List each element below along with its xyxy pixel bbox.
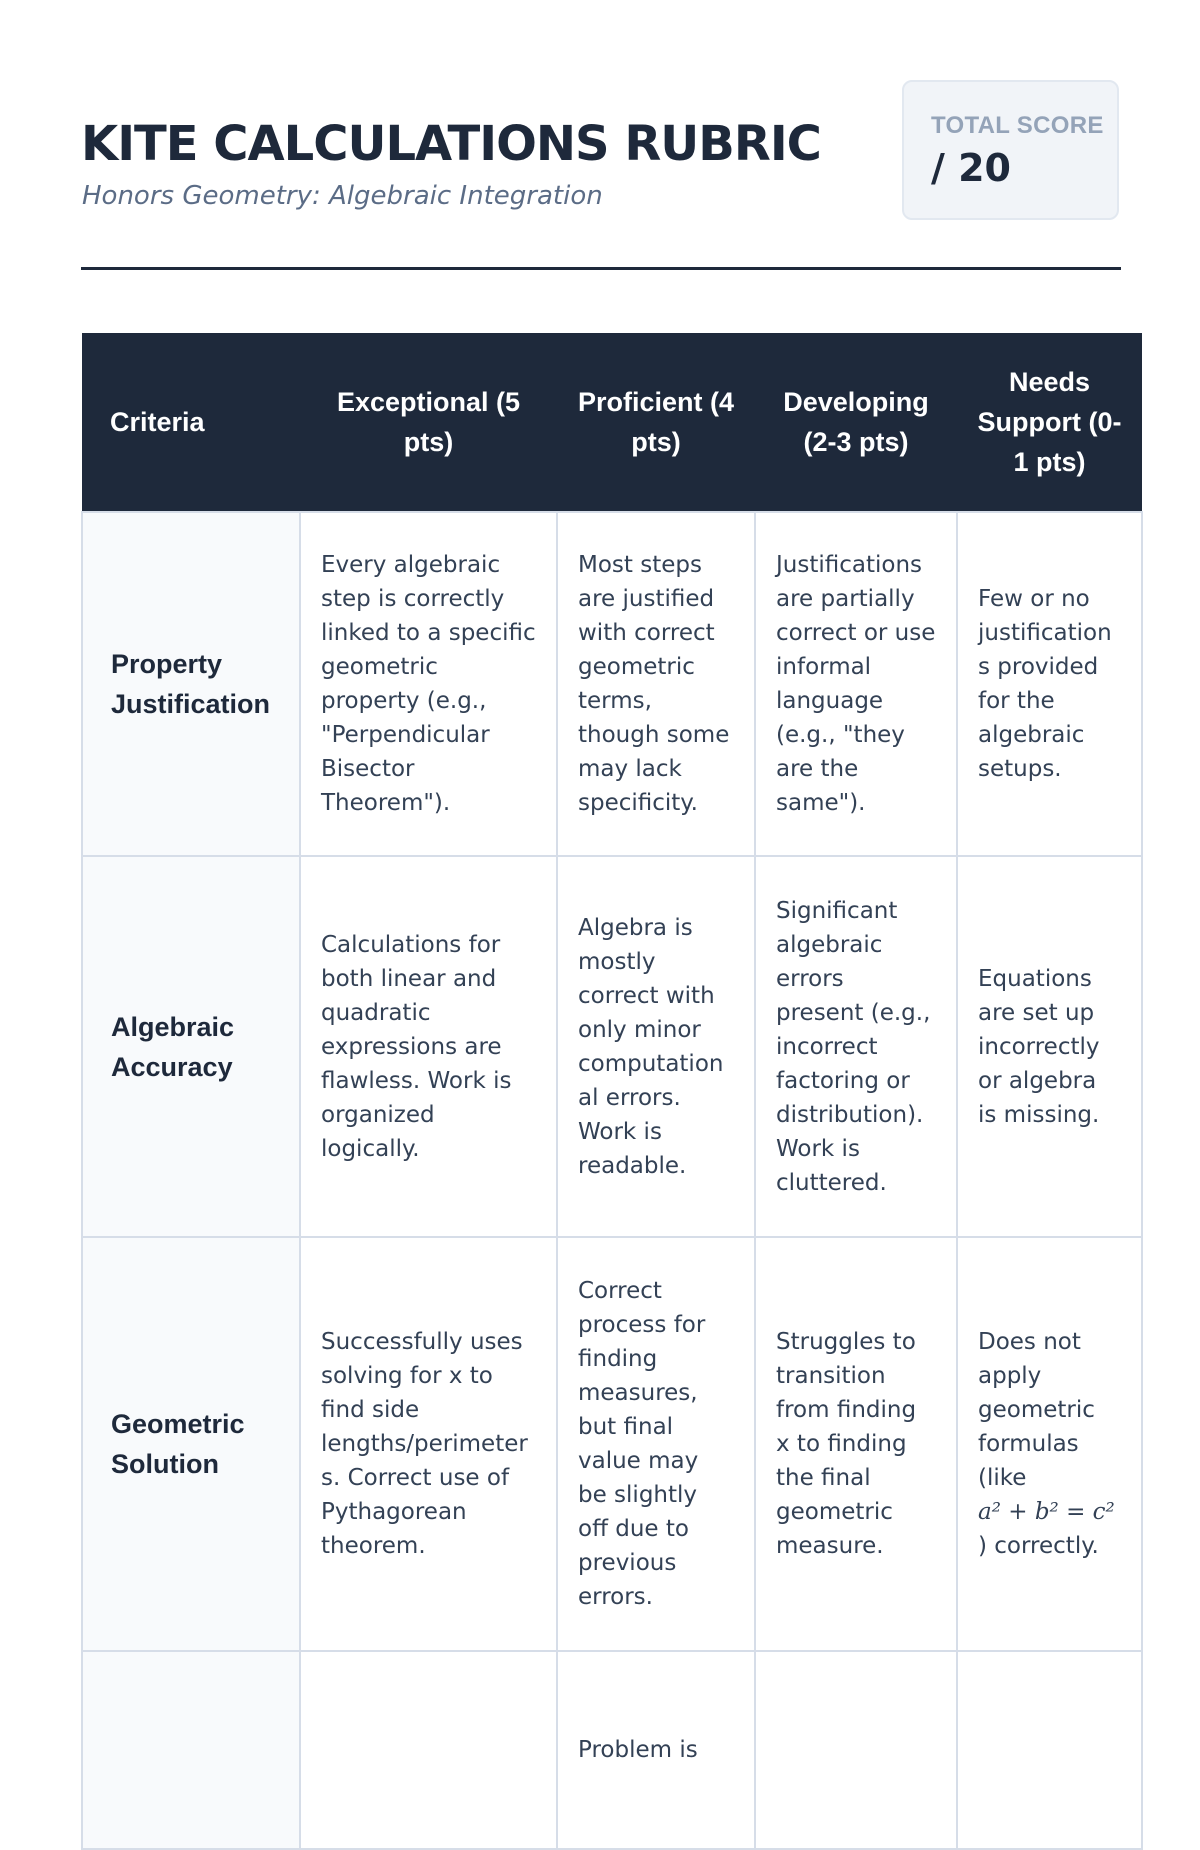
- total-score-label: TOTAL SCORE: [931, 112, 1104, 139]
- pythagorean-formula-text: a² + b² = c²: [978, 1499, 1115, 1525]
- needs-support-cell: Few or no justifications provided for the algebraic setups.: [957, 512, 1142, 856]
- column-header-developing: Developing (2-3 pts): [755, 333, 957, 512]
- needs-support-cell: [957, 1651, 1142, 1849]
- column-header-criteria: Criteria: [82, 333, 300, 512]
- exceptional-cell: [300, 1651, 557, 1849]
- table-row: [82, 856, 1142, 1237]
- rubric-table: [81, 333, 1143, 1850]
- total-score-box: [902, 80, 1119, 220]
- developing-cell: Struggles to transition from finding x to finding the final geometric measure.: [755, 1237, 957, 1651]
- exceptional-cell: Calculations for both linear and quadratic expressions are flawless. Work is organized logically.: [300, 856, 557, 1237]
- needs-support-cell: Equations are set up incorrectly or algebra is missing.: [957, 856, 1142, 1237]
- table-row: [82, 1651, 1142, 1849]
- criteria-cell: Property Justification: [82, 512, 300, 856]
- column-header-needs-support: Needs Support (0-1 pts): [957, 333, 1142, 512]
- table-row: [82, 1237, 1142, 1651]
- exceptional-cell: Successfully uses solving for x to find side lengths/perimeters. Correct use of Pythagorean theorem.: [300, 1237, 557, 1651]
- column-header-exceptional: Exceptional (5 pts): [300, 333, 557, 512]
- needs-support-text-after: ) correctly.: [978, 1533, 1099, 1559]
- pythagorean-formula: [978, 1499, 1115, 1525]
- criteria-cell: Algebraic Accuracy: [82, 856, 300, 1237]
- criteria-cell: [82, 1651, 300, 1849]
- criteria-cell: Geometric Solution: [82, 1237, 300, 1651]
- proficient-cell: Problem is: [557, 1651, 755, 1849]
- total-score-value: / 20: [931, 146, 1011, 190]
- exceptional-cell: Every algebraic step is correctly linked to a specific geometric property (e.g., "Perpendicular Bisector Theorem").: [300, 512, 557, 856]
- table-header-row: [82, 333, 1142, 512]
- proficient-cell: Algebra is mostly correct with only minor computational errors. Work is readable.: [557, 856, 755, 1237]
- developing-cell: Justifications are partially correct or use informal language (e.g., "they are the same").: [755, 512, 957, 856]
- column-header-proficient: Proficient (4 pts): [557, 333, 755, 512]
- proficient-cell: Correct process for finding measures, but final value may be slightly off due to previous errors.: [557, 1237, 755, 1651]
- proficient-cell: Most steps are justified with correct geometric terms, though some may lack specificity.: [557, 512, 755, 856]
- needs-support-text-before: Does not apply geometric formulas (like: [978, 1329, 1095, 1491]
- table-row: [82, 512, 1142, 856]
- rubric-header: [81, 80, 1121, 270]
- needs-support-cell: [957, 1237, 1142, 1651]
- developing-cell: [755, 1651, 957, 1849]
- page-subtitle: Honors Geometry: Algebraic Integration: [82, 181, 603, 211]
- developing-cell: Significant algebraic errors present (e.g., incorrect factoring or distribution). Work is cluttered.: [755, 856, 957, 1237]
- page-title: KITE CALCULATIONS RUBRIC: [81, 116, 821, 172]
